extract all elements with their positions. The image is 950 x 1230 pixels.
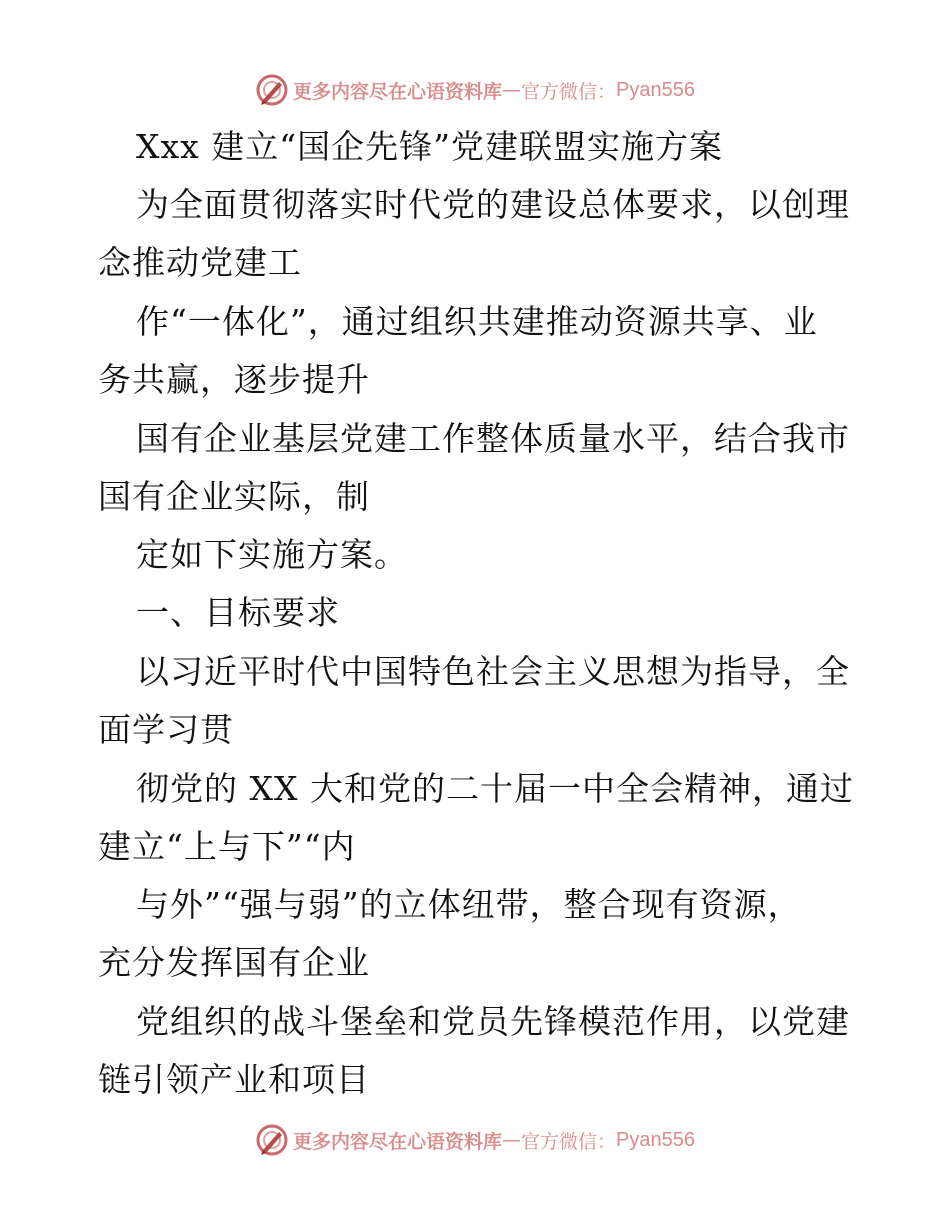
watermark-wechat-id: Pyan556 [616, 1128, 695, 1151]
header-watermark [0, 70, 950, 110]
paragraph-line: 面学习贯 [98, 710, 234, 749]
paragraph-line: 链引领产业和项目 [98, 1060, 370, 1099]
document-title: Xxx 建立“国企先锋”党建联盟实施方案 [136, 127, 723, 166]
watermark-separator: — [502, 79, 522, 101]
paragraph-line: 以习近平时代中国特色社会主义思想为指导，全 [136, 652, 850, 691]
pen-logo-icon [255, 73, 289, 107]
paragraph-line: 与外”“强与弱”的立体纽带，整合现有资源， [136, 885, 802, 924]
paragraph-line: 国有企业实际，制 [98, 477, 370, 516]
paragraph-line: 为全面贯彻落实时代党的建设总体要求，以创理 [136, 185, 850, 224]
pen-logo-icon [255, 1123, 289, 1157]
paragraph-line: 作“一体化”，通过组织共建推动资源共享、业 [136, 302, 818, 341]
watermark-brand-text: 更多内容尽在心语资料库 [293, 80, 503, 103]
watermark-brand-text: 更多内容尽在心语资料库 [293, 1130, 503, 1153]
paragraph-line: 充分发挥国有企业 [98, 943, 370, 982]
paragraph-line: 务共赢，逐步提升 [98, 360, 370, 399]
paragraph-line: 定如下实施方案。 [136, 535, 408, 574]
watermark-wechat-label: 官方微信： [521, 1130, 617, 1153]
paragraph-line: 国有企业基层党建工作整体质量水平，结合我市 [136, 419, 850, 458]
watermark-separator: — [502, 1129, 522, 1151]
paragraph-line: 念推动党建工 [98, 243, 302, 282]
watermark-wechat-label: 官方微信： [521, 80, 617, 103]
paragraph-line: 彻党的 XX 大和党的二十届一中全会精神，通过 [136, 769, 854, 808]
paragraph-line: 建立“上与下”“内 [98, 827, 356, 866]
footer-watermark [0, 1120, 950, 1160]
section-heading: 一、目标要求 [136, 593, 340, 632]
watermark-wechat-id: Pyan556 [616, 78, 695, 101]
paragraph-line: 党组织的战斗堡垒和党员先锋模范作用，以党建 [136, 1002, 850, 1041]
